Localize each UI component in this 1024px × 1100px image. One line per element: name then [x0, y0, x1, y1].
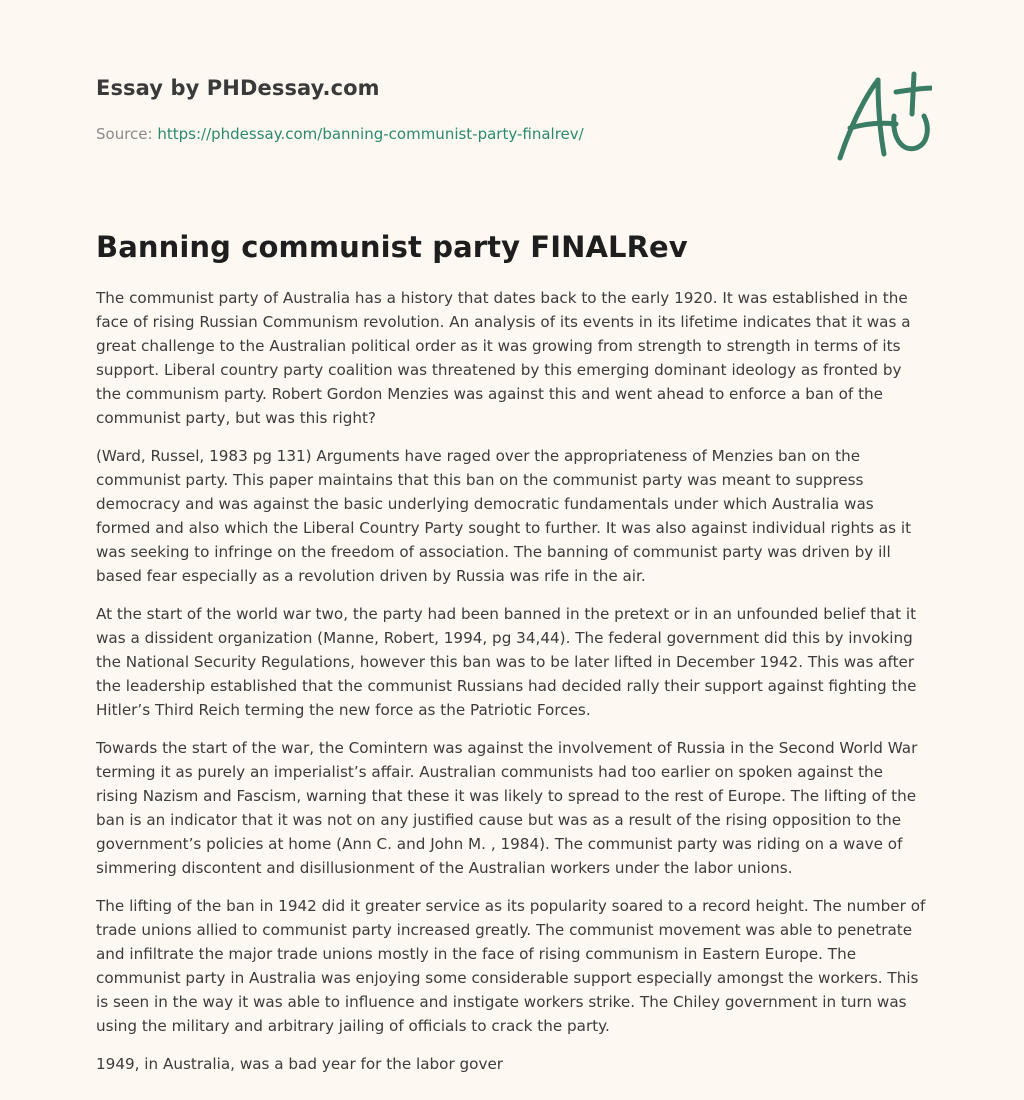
- essay-paragraph: The lifting of the ban in 1942 did it greater service as its popularity soared to a record height. The number of trade unions allied to communist party increased greatly. The communist movement was able to penetrate and infiltrate the major trade unions mostly in the face of rising communism in Eastern Europe. The communist party in Australia was enjoying some considerable support especially amongst the workers. This is seen in the way it was able to influence and instigate workers strike. The Chiley government in turn was using the military and arbitrary jailing of officials to crack the party.: [96, 897, 926, 1035]
- essay-paragraph: (Ward, Russel, 1983 pg 131) Arguments have raged over the appropriateness of Menzies ban on the communist party. This paper maintains that this ban on the communist party was meant to suppress democracy and was against the basic underlying democratic fundamentals under which Australia was formed and also which the Liberal Country Party sought to further. It was also against individual rights as it was seeking to infringe on the freedom of association. The banning of communist party was driven by ill based fear especially as a revolution driven by Russia was rife in the air.: [96, 447, 912, 585]
- a-plus-logo-icon: [832, 66, 932, 166]
- essay-paragraph: 1949, in Australia, was a bad year for the labor gover: [96, 1055, 504, 1073]
- essay-paragraph: Towards the start of the war, the Comintern was against the involvement of Russia in the Second World War terming it as purely an imperialist’s affair. Australian communists had too earlier on spoken against the rising Nazism and Fascism, warning that these it was likely to spread to the rest of Europe. The lifting of the ban is an indicator that it was not on any justified cause but was as a result of the rising opposition to the government’s policies at home (Ann C. and John M. , 1984). The communist party was riding on a wave of simmering discontent and disillusionment of the Australian workers under the labor unions.: [96, 739, 918, 877]
- essay-paragraph: At the start of the world war two, the party had been banned in the pretext or in an unfounded belief that it was a dissident organization (Manne, Robert, 1994, pg 34,44). The federal government did this by invoking the National Security Regulations, however this ban was to be later lifted in December 1942. This was after the leadership established that the communist Russians had decided rally their support against fighting the Hitler’s Third Reich terming the new force as the Patriotic Forces.: [96, 605, 917, 719]
- essay-title: Banning communist party FINALRev: [96, 230, 688, 264]
- page-header: [96, 0, 928, 200]
- source-link[interactable]: https://phdessay.com/banning-communist-party-finalrev/: [157, 125, 584, 143]
- source-line: [96, 125, 584, 143]
- brand-title: Essay by PHDessay.com: [96, 76, 380, 100]
- source-label: Source:: [96, 125, 153, 143]
- essay-body: [96, 286, 928, 1076]
- essay-paragraph: The communist party of Australia has a history that dates back to the early 1920. It was established in the face of rising Russian Communism revolution. An analysis of its events in its lifetime indicates that it was a great challenge to the Australian political order as it was growing from strength to strength in terms of its support. Liberal country party coalition was threatened by this emerging dominant ideology as fronted by the communism party. Robert Gordon Menzies was against this and went ahead to enforce a ban of the communist party, but was this right?: [96, 289, 911, 427]
